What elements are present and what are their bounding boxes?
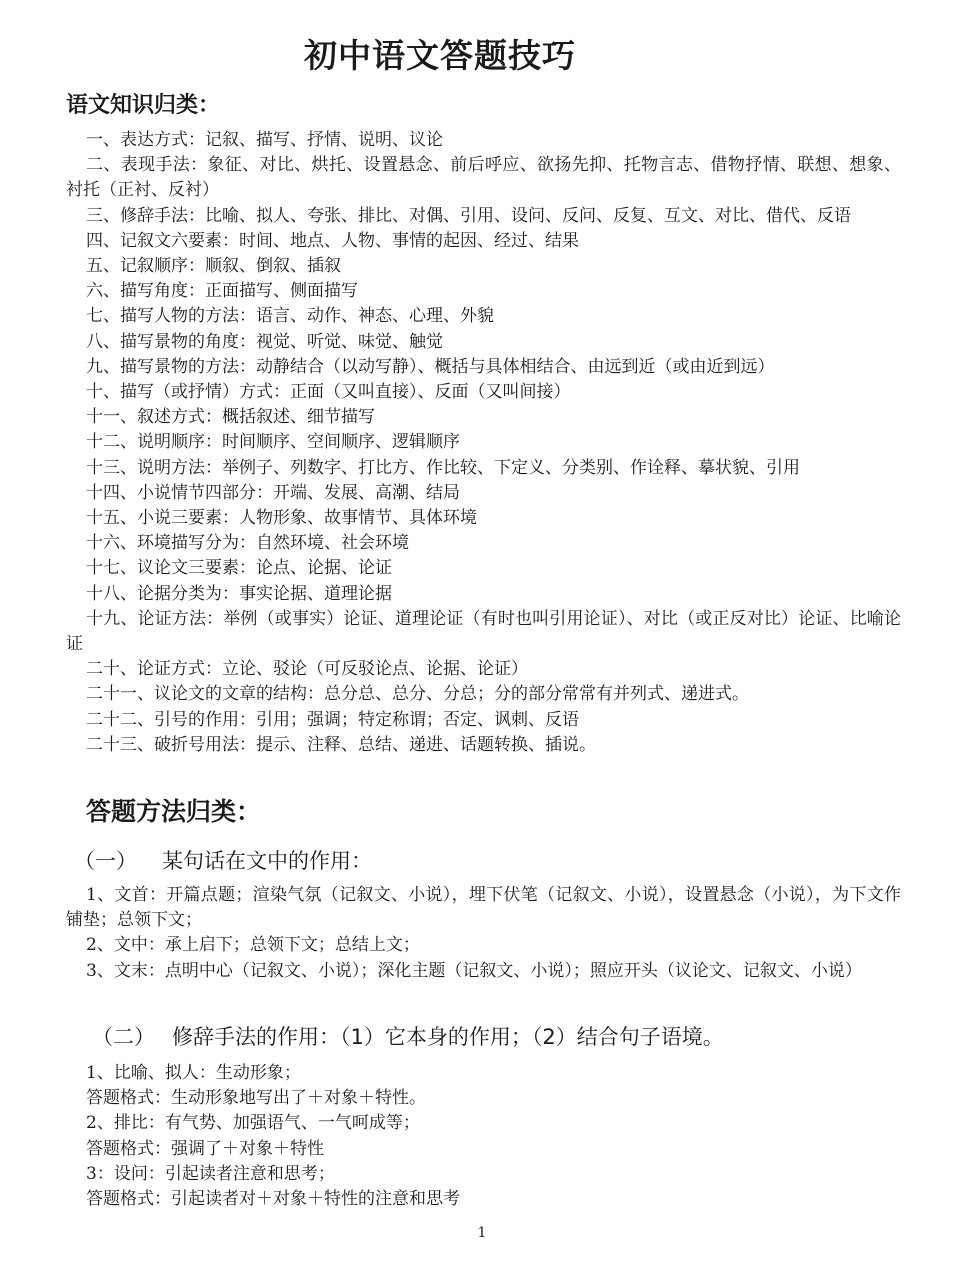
sentence-role-list	[66, 883, 901, 984]
list-item: 六、描写角度：正面描写、侧面描写	[86, 281, 358, 302]
list-item: 2、排比：有气势、加强语气、一气呵成等；	[86, 1113, 420, 1134]
page-number: 1	[477, 1225, 487, 1241]
list-item: 二、表现手法：象征、对比、烘托、设置悬念、前后呼应、欲扬先抑、托物言志、借物抒情、联想、想象、衬托（正衬、反衬）	[66, 155, 901, 201]
section-heading-methods: 答题方法归类：	[86, 797, 262, 826]
subsection-title: 修辞手法的作用：（1）它本身的作用；（2）结合句子语境。	[172, 1025, 724, 1049]
list-item: 九、描写景物的方法：动静结合（以动写静）、概括与具体相结合、由远到近（或由近到远）	[86, 356, 775, 377]
list-item: 十一、叙述方式：概括叙述、细节描写	[86, 407, 375, 428]
subsection-number: （二）	[92, 1025, 155, 1049]
list-item: 一、表达方式：记叙、描写、抒情、说明、议论	[86, 130, 443, 150]
subsection-heading-rhetoric	[92, 1021, 724, 1051]
list-item: 十三、说明方法：举例子、列数字、打比方、作比较、下定义、分类别、作诠释、摹状貌、引用	[86, 457, 800, 478]
knowledge-list	[66, 128, 901, 758]
subsection-title: 某句话在文中的作用：	[162, 849, 372, 873]
list-item: 八、描写景物的角度：视觉、听觉、味觉、触觉	[86, 331, 443, 352]
list-item: 二十、论证方式：立论、驳论（可反驳论点、论据、论证）	[86, 659, 528, 680]
list-item: 二十三、破折号用法：提示、注释、总结、递进、话题转换、插说。	[86, 734, 596, 755]
rhetoric-list	[86, 1061, 901, 1212]
list-item: 三、修辞手法：比喻、拟人、夸张、排比、对偶、引用、设问、反问、反复、互文、对比、借代、反语	[86, 205, 851, 226]
list-item: 2、文中：承上启下；总领下文；总结上文；	[86, 935, 420, 956]
list-item: 答题格式：生动形象地写出了＋对象＋特性。	[86, 1088, 426, 1109]
list-item: 十七、议论文三要素：论点、论据、论证	[86, 558, 392, 579]
list-item: 七、描写人物的方法：语言、动作、神态、心理、外貌	[86, 306, 494, 327]
list-item: 十九、论证方法：举例（或事实）论证、道理论证（有时也叫引用论证）、对比（或正反对比）论证、比喻论证	[66, 608, 901, 655]
section-heading-knowledge: 语文知识归类：	[66, 93, 221, 118]
subsection-number: （一）	[74, 849, 137, 873]
list-item: 答题格式：强调了＋对象＋特性	[86, 1138, 324, 1159]
list-item: 十八、论据分类为：事实论据、道理论据	[86, 583, 392, 604]
list-item: 二十一、议论文的文章的结构：总分总、总分、分总；分的部分常常有并列式、递进式。	[86, 684, 749, 705]
list-item: 十、描写（或抒情）方式：正面（又叫直接）、反面（又叫间接）	[86, 382, 571, 403]
list-item: 十六、环境描写分为：自然环境、社会环境	[86, 533, 409, 554]
list-item: 1、比喻、拟人：生动形象；	[86, 1063, 301, 1083]
list-item: 1、文首：开篇点题；渲染气氛（记叙文、小说），埋下伏笔（记叙文、小说），设置悬念（小说），为下文作铺垫；总领下文；	[66, 885, 901, 931]
list-item: 3、文末：点明中心（记叙文、小说）；深化主题（记叙文、小说）；照应开头（议论文、记叙文、小说）	[86, 960, 862, 981]
list-item: 十二、说明顺序：时间顺序、空间顺序、逻辑顺序	[86, 432, 460, 453]
page-title: 初中语文答题技巧	[304, 36, 576, 75]
list-item: 二十二、引号的作用：引用；强调；特定称谓；否定、讽刺、反语	[86, 709, 579, 730]
list-item: 十四、小说情节四部分：开端、发展、高潮、结局	[86, 482, 460, 503]
list-item: 3：设问：引起读者注意和思考；	[86, 1163, 335, 1184]
subsection-heading-sentence-role	[74, 845, 372, 875]
list-item: 十五、小说三要素：人物形象、故事情节、具体环境	[86, 508, 477, 529]
list-item: 答题格式：引起读者对＋对象＋特性的注意和思考	[86, 1189, 460, 1210]
list-item: 四、记叙文六要素：时间、地点、人物、事情的起因、经过、结果	[86, 230, 579, 251]
list-item: 五、记叙顺序：顺叙、倒叙、插叙	[86, 256, 341, 277]
